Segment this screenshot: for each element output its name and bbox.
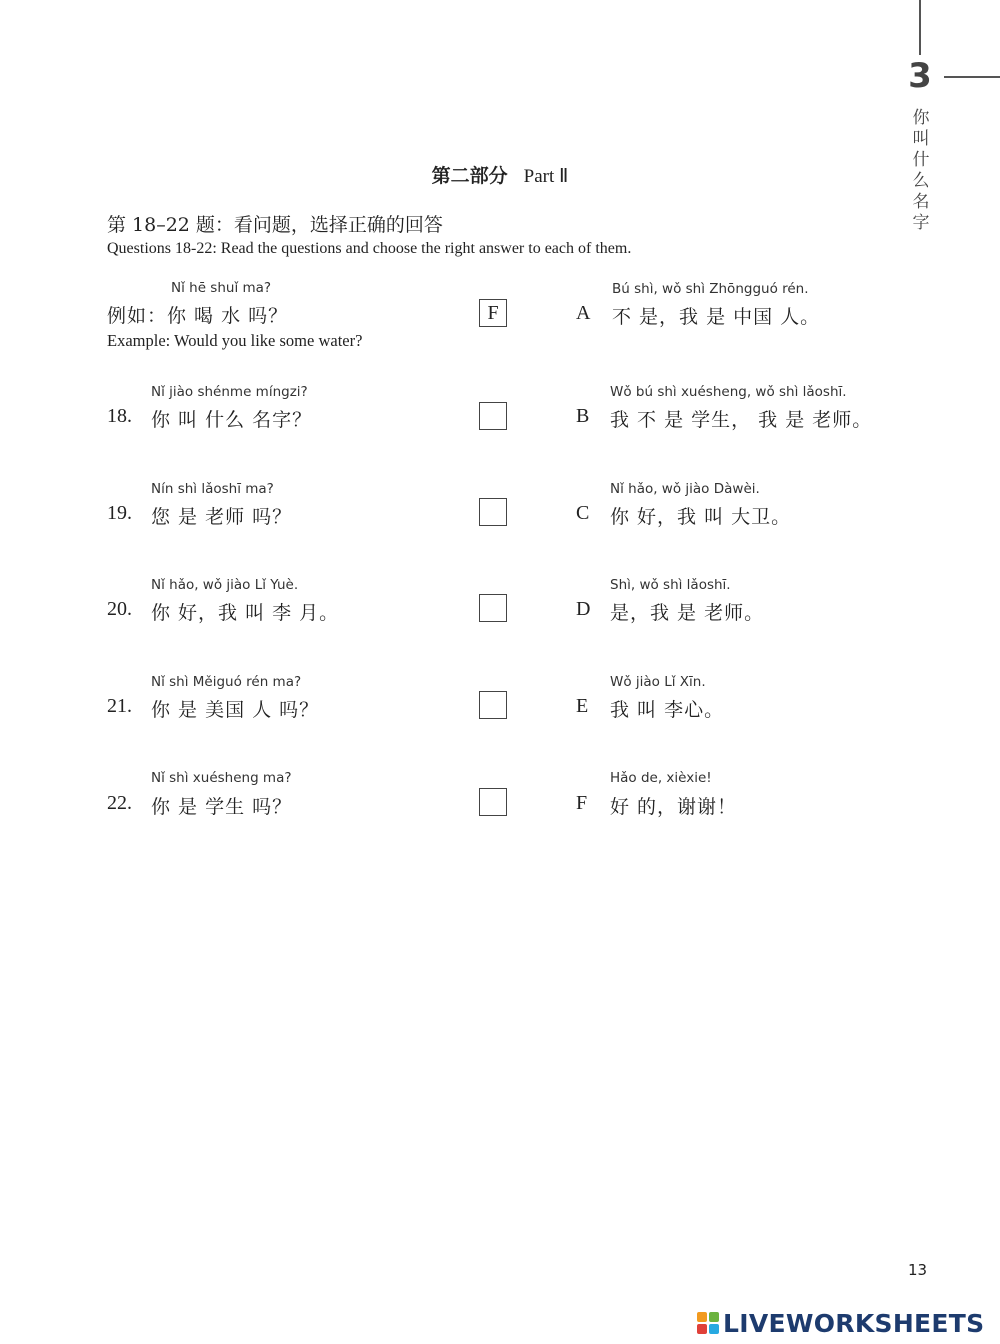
liveworksheets-logo bbox=[697, 1308, 984, 1338]
option-a-hanzi: 不 是，我 是 中国 人。 bbox=[612, 306, 821, 328]
option-f-hanzi: 好 的，谢谢！ bbox=[610, 796, 738, 818]
option-f-letter: F bbox=[576, 792, 588, 814]
option-a-pinyin: Bú shì, wǒ shì Zhōngguó rén. bbox=[612, 281, 809, 297]
example-pinyin: Nǐ hē shuǐ ma? bbox=[171, 280, 272, 296]
example-question bbox=[107, 301, 288, 328]
option-a-letter: A bbox=[576, 302, 591, 324]
chapter-title-char: 么 bbox=[912, 171, 930, 191]
part-title-chinese: 第二部分 bbox=[431, 165, 508, 187]
chapter-title-char: 你 bbox=[912, 108, 930, 128]
chapter-title-char: 叫 bbox=[912, 129, 930, 149]
option-b-letter: B bbox=[576, 405, 590, 427]
question-20-answer-box[interactable] bbox=[479, 594, 507, 622]
question-21-pinyin: Nǐ shì Měiguó rén ma? bbox=[151, 674, 302, 690]
question-21-hanzi: 你 是 美国 人 吗？ bbox=[151, 699, 320, 721]
option-f-pinyin: Hǎo de, xièxie! bbox=[610, 770, 712, 786]
question-20-hanzi: 你 好，我 叫 李 月。 bbox=[151, 602, 340, 624]
logo-square-icon bbox=[697, 1312, 707, 1322]
liveworksheets-logo-text: LIVEWORKSHEETS bbox=[723, 1308, 985, 1338]
instructions-chinese: 第 18–22 题：看问题，选择正确的回答 bbox=[107, 214, 443, 236]
option-b-hanzi: 我 不 是 学生， 我 是 老师。 bbox=[610, 409, 873, 431]
example-answer-box: F bbox=[479, 299, 507, 327]
page-number: 13 bbox=[908, 1261, 928, 1279]
question-18-pinyin: Nǐ jiào shénme míngzi? bbox=[151, 384, 308, 400]
instructions-english: Questions 18-22: Read the questions and choose the right answer to each of them. bbox=[107, 240, 632, 257]
option-c-pinyin: Nǐ hǎo, wǒ jiào Dàwèi. bbox=[610, 481, 760, 497]
part-title-english: Part Ⅱ bbox=[523, 166, 569, 187]
question-21-number: 21. bbox=[107, 695, 132, 717]
example-english: Example: Would you like some water? bbox=[107, 331, 363, 350]
part-title bbox=[0, 161, 1000, 188]
logo-square-icon bbox=[697, 1324, 707, 1334]
question-20-number: 20. bbox=[107, 598, 132, 620]
option-e-letter: E bbox=[576, 695, 589, 717]
chapter-title-char: 名 bbox=[912, 192, 930, 212]
question-22-hanzi: 你 是 学生 吗？ bbox=[151, 796, 293, 818]
question-22-answer-box[interactable] bbox=[479, 788, 507, 816]
option-c-hanzi: 你 好，我 叫 大卫。 bbox=[610, 506, 792, 528]
chapter-tab-line-horizontal bbox=[944, 76, 1000, 78]
question-21-answer-box[interactable] bbox=[479, 691, 507, 719]
question-19-answer-box[interactable] bbox=[479, 498, 507, 526]
question-22-pinyin: Nǐ shì xuésheng ma? bbox=[151, 770, 292, 786]
option-c-letter: C bbox=[576, 502, 590, 524]
question-18-answer-box[interactable] bbox=[479, 402, 507, 430]
chapter-tab-line-vertical bbox=[919, 0, 921, 55]
logo-square-icon bbox=[709, 1324, 719, 1334]
option-d-letter: D bbox=[576, 598, 591, 620]
option-e-hanzi: 我 叫 李心。 bbox=[610, 699, 725, 721]
option-e-pinyin: Wǒ jiào Lǐ Xīn. bbox=[610, 674, 706, 690]
question-22-number: 22. bbox=[107, 792, 132, 814]
chapter-title-char: 字 bbox=[912, 213, 930, 233]
option-b-pinyin: Wǒ bú shì xuésheng, wǒ shì lǎoshī. bbox=[610, 384, 847, 400]
question-20-pinyin: Nǐ hǎo, wǒ jiào Lǐ Yuè. bbox=[151, 577, 299, 593]
chapter-number: 3 bbox=[908, 56, 932, 96]
example-label: 例如： bbox=[107, 305, 168, 327]
option-d-pinyin: Shì, wǒ shì lǎoshī. bbox=[610, 577, 731, 593]
question-18-hanzi: 你 叫 什么 名字？ bbox=[151, 409, 313, 431]
option-d-hanzi: 是，我 是 老师。 bbox=[610, 602, 765, 624]
question-18-number: 18. bbox=[107, 405, 132, 427]
liveworksheets-logo-icon bbox=[697, 1312, 719, 1334]
question-19-pinyin: Nín shì lǎoshī ma? bbox=[151, 481, 274, 497]
logo-square-icon bbox=[709, 1312, 719, 1322]
example-hanzi: 你 喝 水 吗？ bbox=[167, 305, 289, 327]
question-19-number: 19. bbox=[107, 502, 132, 524]
chapter-title-char: 什 bbox=[912, 150, 930, 170]
question-19-hanzi: 您 是 老师 吗？ bbox=[151, 506, 293, 528]
